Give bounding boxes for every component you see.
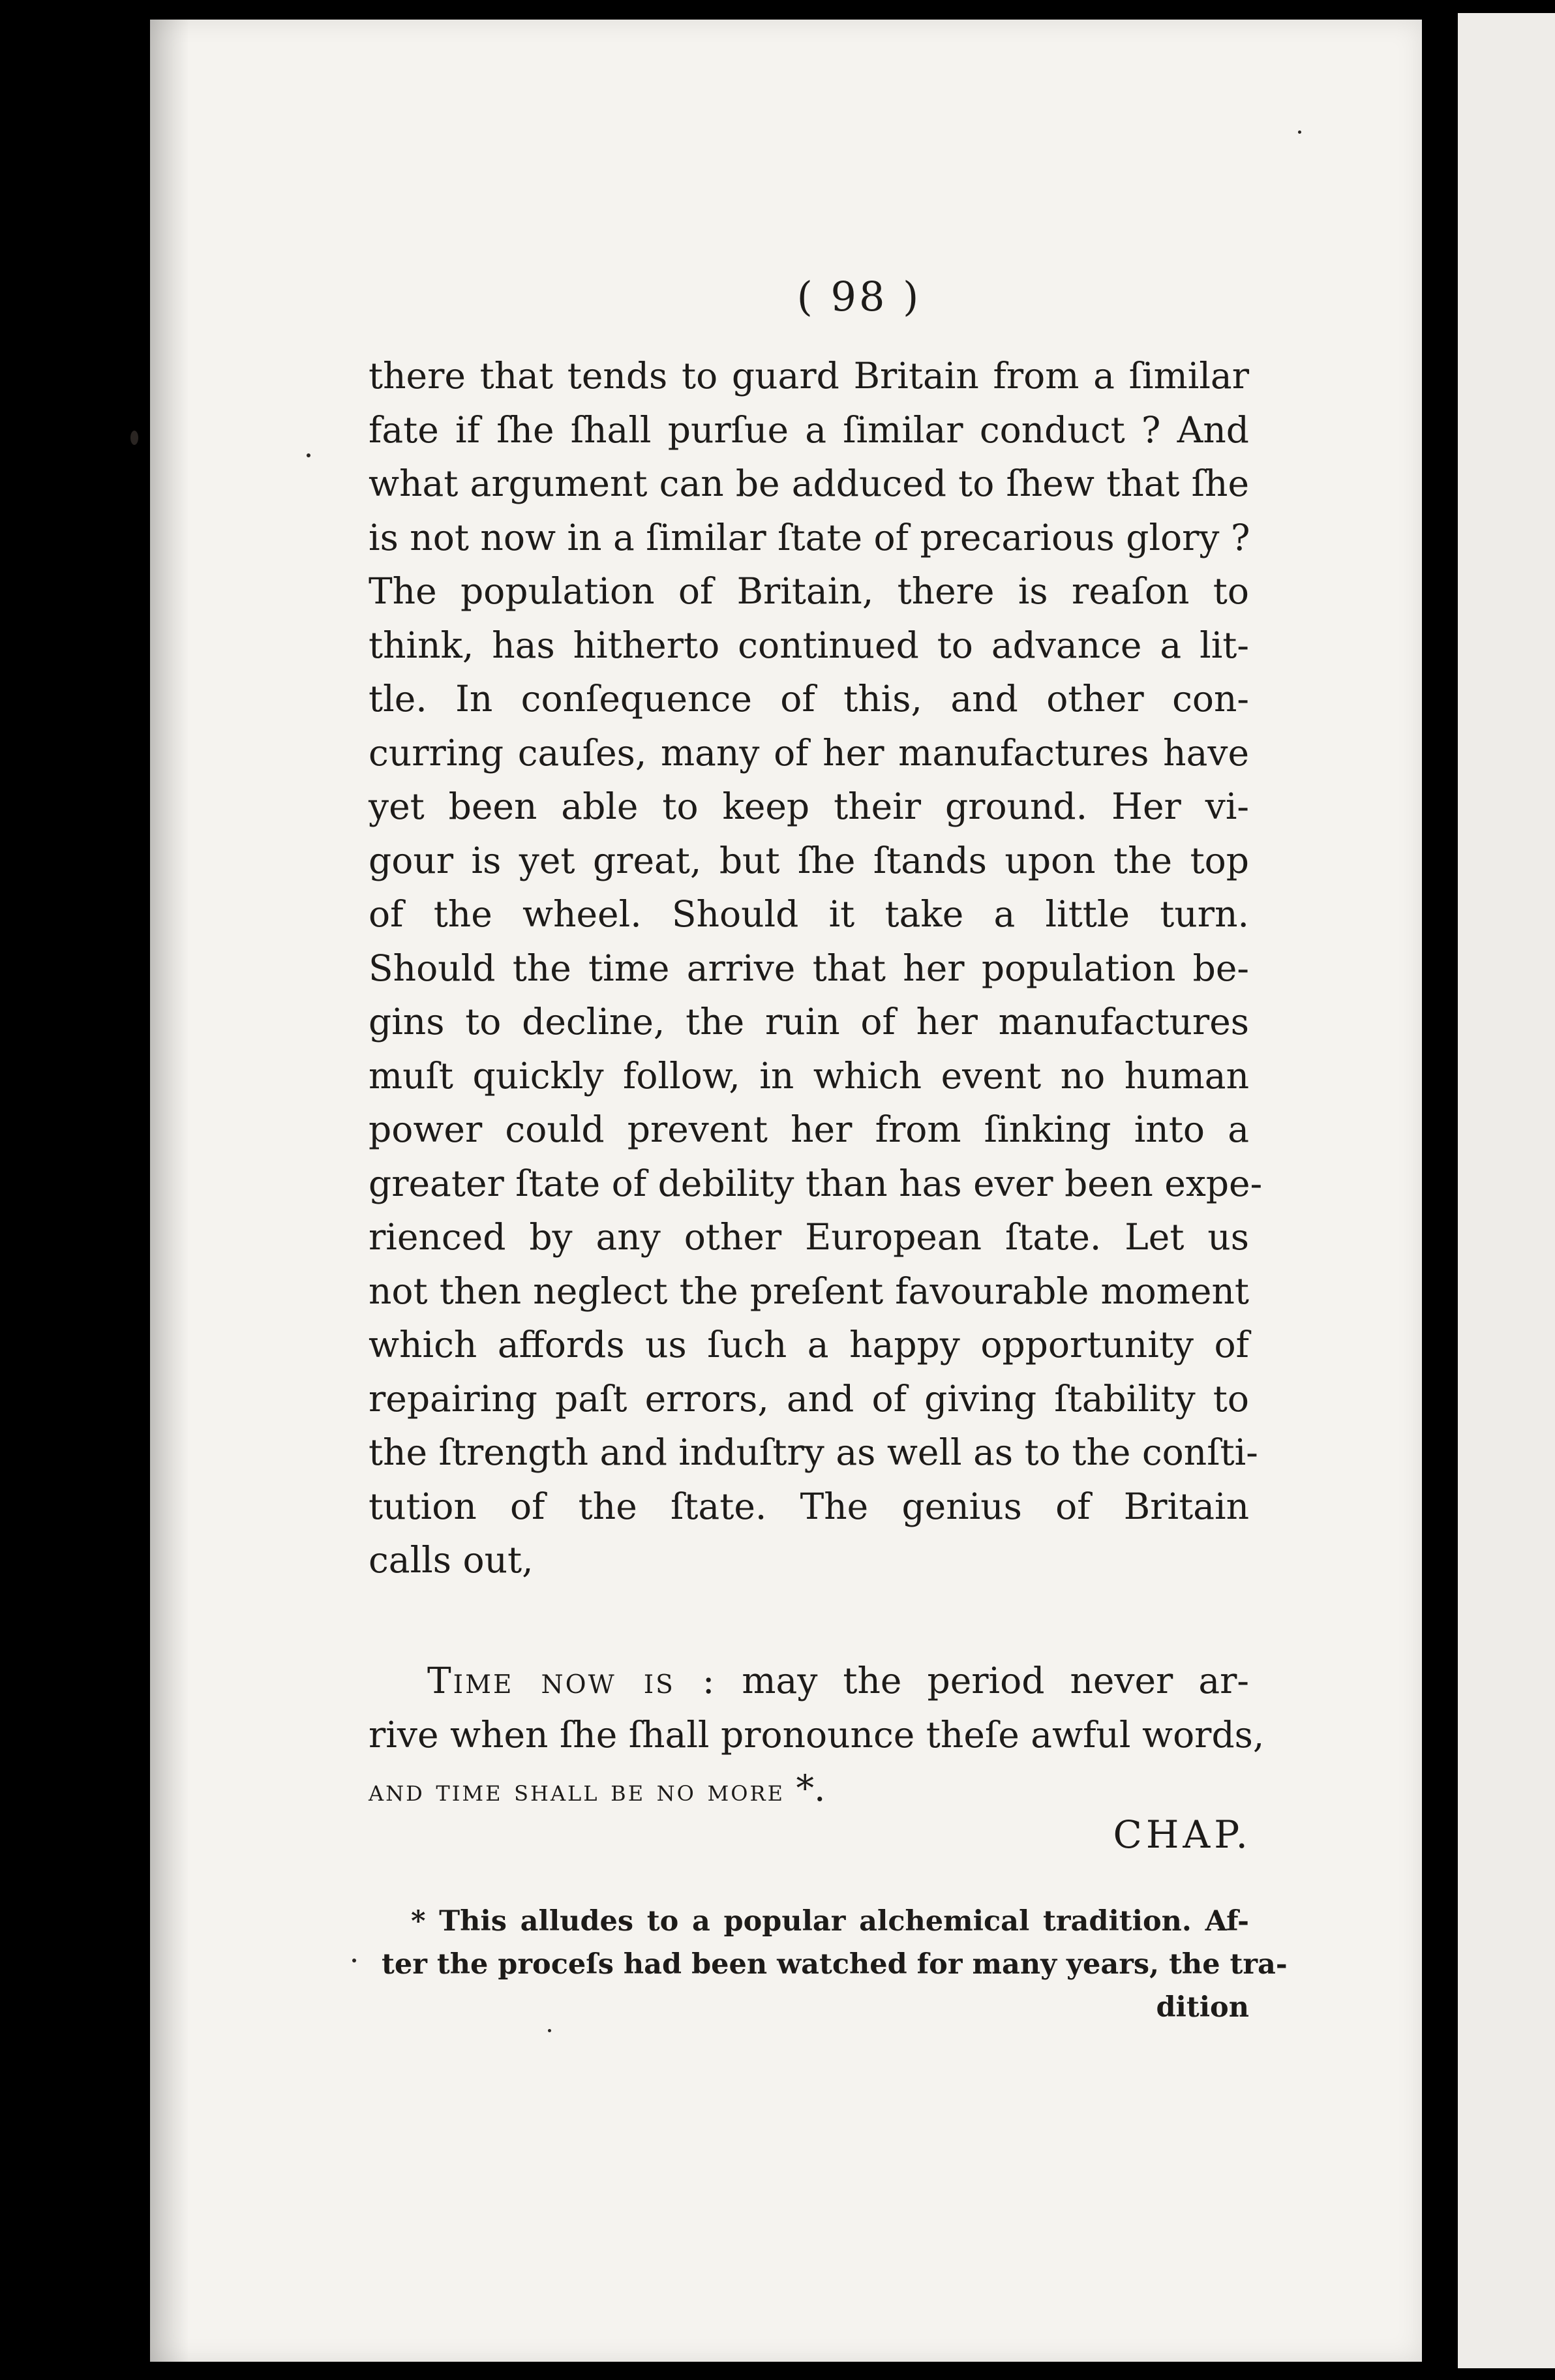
text-line: yet been able to keep their ground. Her vi- <box>369 786 1249 827</box>
verse-small-caps: Time now is : <box>427 1660 717 1701</box>
text-line: repairing paſt errors, and of giving ſtability to <box>369 1377 1249 1420</box>
text-line: power could prevent her from ſinking into a <box>369 1108 1249 1150</box>
verse-line <box>369 1654 1249 1708</box>
verse-line: rive when ſhe ſhall pronounce theſe awful words, <box>369 1713 1265 1756</box>
text-line: tution of the ſtate. The genius of Britain <box>369 1485 1249 1527</box>
ink-speck <box>130 431 138 445</box>
text-line: Should the time arrive that her population be- <box>369 947 1249 989</box>
text-line: muſt quickly follow, in which event no human <box>369 1054 1249 1097</box>
footnote-line: ter the proceſs had been watched for many years, the tra- <box>382 1948 1288 1981</box>
ink-speck <box>548 2029 551 2032</box>
verse-small-caps: and time shall be no more <box>369 1773 785 1808</box>
text-line: gour is yet great, but ſhe ſtands upon the top <box>369 839 1249 881</box>
text-line: The population of Britain, there is reaſon to <box>369 570 1249 612</box>
ink-speck <box>352 1959 356 1962</box>
text-line: gins to decline, the ruin of her manufactures <box>369 1001 1249 1043</box>
text-line: of the wheel. Should it take a little turn. <box>369 893 1249 935</box>
text-line: there that tends to guard Britain from a ſimilar <box>369 355 1249 397</box>
text-line: calls out, <box>369 1539 534 1581</box>
page-number: ( 98 ) <box>796 273 922 320</box>
quoted-verse <box>369 1654 1265 1816</box>
text-line: is not now in a ſimilar ſtate of precarious glory ? <box>369 516 1250 558</box>
ink-speck <box>1298 130 1301 134</box>
facing-page-edge <box>1458 13 1555 2368</box>
text-line: the ſtrength and induſtry as well as to the conſti- <box>369 1431 1258 1473</box>
text-line: tle. In conſequence of this, and other con- <box>369 678 1249 720</box>
footnote-line: * This alludes to a popular alchemical tradition. Af- <box>411 1905 1249 1938</box>
text-line: rienced by any other European ſtate. Let us <box>369 1216 1249 1258</box>
body-text <box>369 349 1263 1587</box>
verse-line <box>369 1762 1249 1816</box>
ink-speck <box>307 453 310 457</box>
gutter-shadow <box>150 20 189 2362</box>
footnote-marker: *. <box>796 1767 826 1809</box>
verse-text: may the period never ar- <box>742 1660 1250 1701</box>
footnote <box>382 1900 1288 2029</box>
text-line: greater ſtate of debility than has ever been expe- <box>369 1162 1263 1204</box>
text-line: what argument can be adduced to ſhew that ſhe <box>369 463 1249 504</box>
text-line: not then neglect the preſent favourable moment <box>369 1270 1249 1312</box>
text-line: which affords us ſuch a happy opportunity of <box>369 1324 1249 1365</box>
catchword: CHAP. <box>1113 1812 1252 1857</box>
footnote-line: dition <box>1156 1991 1249 2024</box>
text-line: fate if ſhe ſhall purſue a ſimilar conduct ? And <box>369 408 1249 451</box>
text-line: curring cauſes, many of her manufactures have <box>369 731 1249 774</box>
text-line: think, has hitherto continued to advance a lit- <box>369 624 1249 666</box>
